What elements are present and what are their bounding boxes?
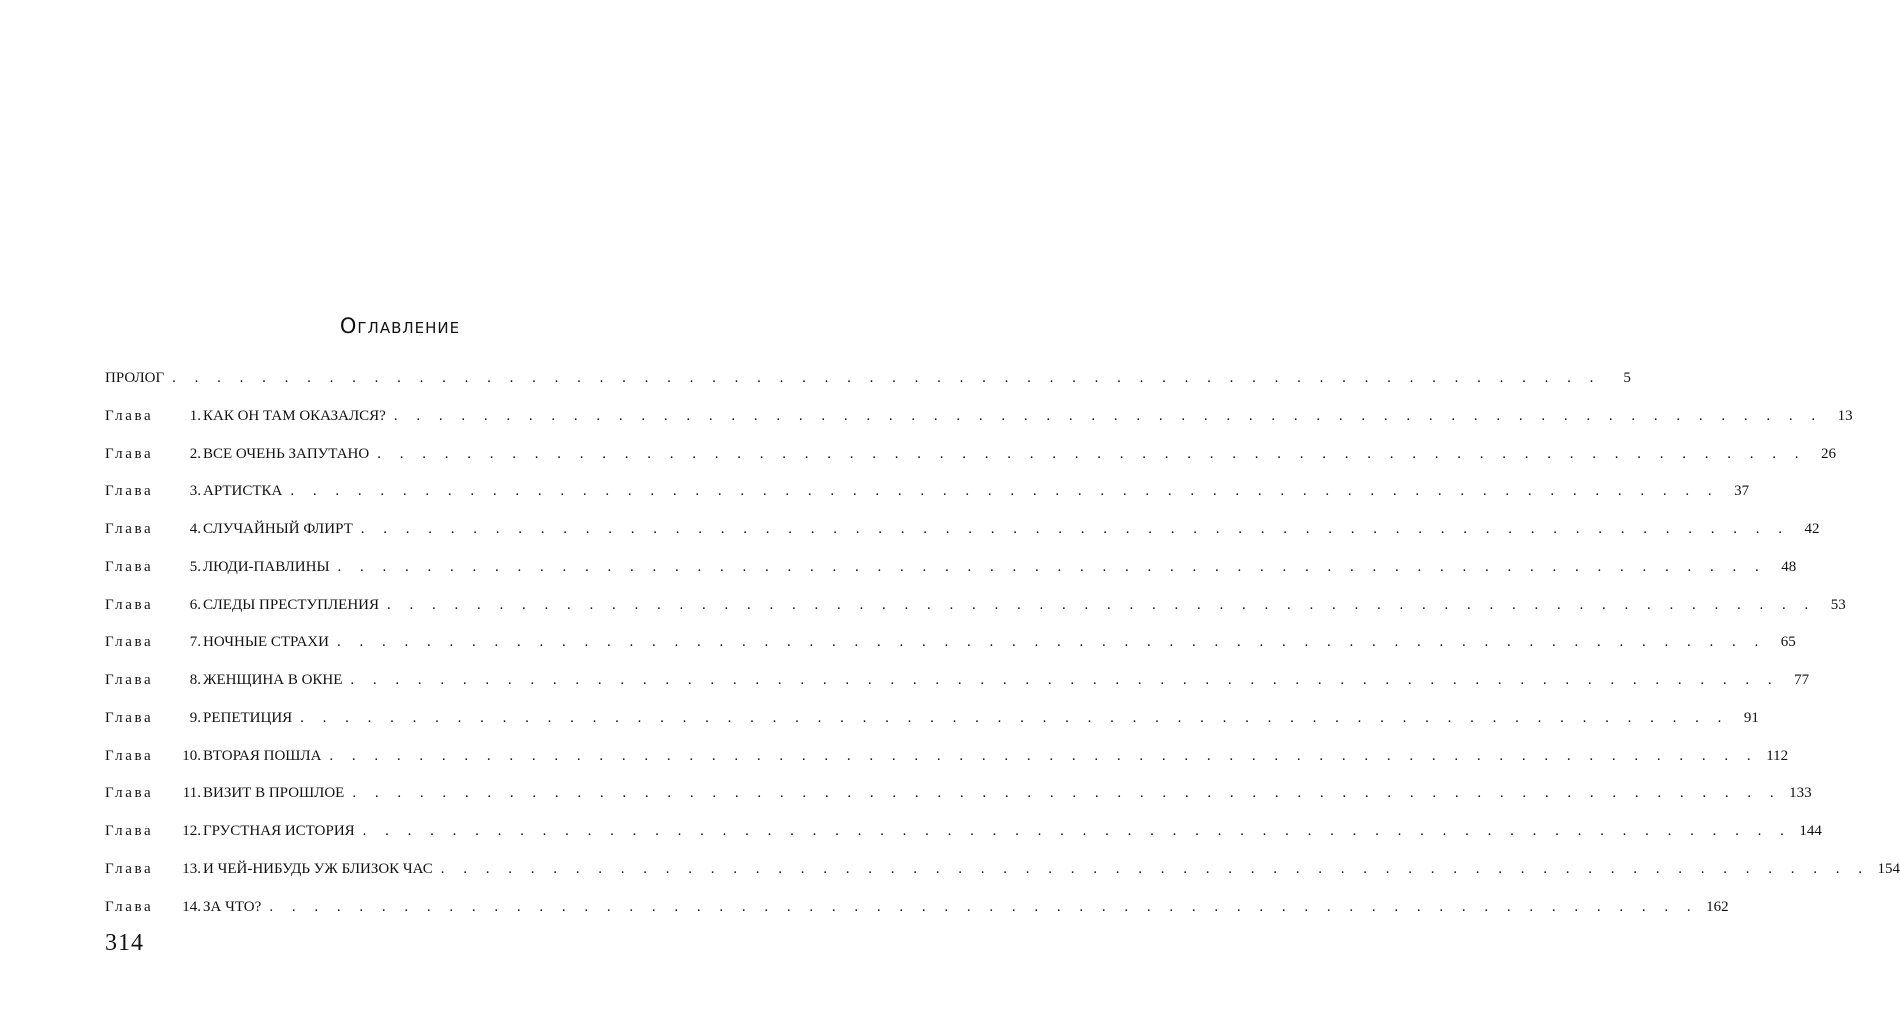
toc-entry-title: ВСЕ ОЧЕНЬ ЗАПУТАНО [203, 442, 377, 467]
toc-entry-title: ЖЕНЩИНА В ОКНЕ [203, 668, 350, 693]
toc-entry-title: ГРУСТНАЯ ИСТОРИЯ [203, 819, 363, 844]
toc-entry-number: 9. [189, 709, 201, 726]
toc-entry-chapter-3[interactable] [105, 479, 1750, 517]
toc-dot-leader: . . . . . . . . . . . . . . . . . . . . . . . . . . . . . . . . . . . . . . . . . . . . . . . . . . . . . . . . . . . . . . . . [329, 747, 1759, 764]
toc-entry-number: 11. [182, 785, 201, 802]
toc-entry-page: 112 [1758, 744, 1788, 769]
toc-entry-label: Глава [105, 445, 154, 462]
toc-dot-leader: . . . . . . . . . . . . . . . . . . . . . . . . . . . . . . . . . . . . . . . . . . . . . . . . . . . . . . . . . . . . . . . . [377, 445, 1806, 462]
toc-dot-leader: . . . . . . . . . . . . . . . . . . . . . . . . . . . . . . . . . . . . . . . . . . . . . . . . . . . . . . . . . . . . . . . . [393, 407, 1823, 424]
toc-entry-title: СЛУЧАЙНЫЙ ФЛИРТ [203, 517, 361, 542]
toc-entry-chapter-6[interactable] [105, 593, 1846, 631]
toc-entry-number: 6. [189, 596, 201, 613]
toc-entry-label: Глава [105, 785, 154, 802]
toc-entry-number: 7. [189, 634, 201, 651]
toc-entry-label: Глава [105, 823, 154, 839]
toc-entry-title: РЕПЕТИЦИЯ [203, 706, 300, 731]
toc-dot-leader: . . . . . . . . . . . . . . . . . . . . . . . . . . . . . . . . . . . . . . . . . . . . . . . . . . . . . . . . . . . . . . . . [360, 521, 1790, 537]
toc-dot-leader: . . . . . . . . . . . . . . . . . . . . . . . . . . . . . . . . . . . . . . . . . . . . . . . . . . . . . . . . . . . . . . . . [290, 483, 1720, 500]
toc-entry-label: Глава [105, 634, 154, 651]
toc-entry-number: 5. [189, 558, 201, 575]
toc-entry-number: 12. [182, 823, 201, 839]
toc-entry-label: Глава [105, 407, 154, 424]
toc-entry-number: 13. [182, 860, 201, 877]
toc-dot-leader: . . . . . . . . . . . . . . . . . . . . . . . . . . . . . . . . . . . . . . . . . . . . . . . . . . . . . . . . . . . . . . . . [440, 860, 1870, 877]
toc-dot-leader: . . . . . . . . . . . . . . . . . . . . . . . . . . . . . . . . . . . . . . . . . . . . . . . . . . . . . . . . . . . . . . . . [300, 709, 1729, 726]
toc-entry-page: 65 [1766, 630, 1796, 655]
toc-entry-title: ВИЗИТ В ПРОШЛОЕ [203, 781, 352, 806]
toc-entry-page: 154 [1870, 857, 1900, 882]
toc-dot-leader: . . . . . . . . . . . . . . . . . . . . . . . . . . . . . . . . . . . . . . . . . . . . . . . . . . . . . . . . . . . . . . . . [336, 634, 1766, 651]
toc-entry-title: ВТОРАЯ ПОШЛА [203, 744, 329, 769]
toc-entry-chapter-7[interactable] [105, 630, 1796, 668]
toc-entry-number: 14. [182, 898, 201, 915]
toc-entry-title: ЗА ЧТО? [203, 895, 269, 920]
toc-dot-leader: . . . . . . . . . . . . . . . . . . . . . . . . . . . . . . . . . . . . . . . . . . . . . . . . . . . . . . . . . . . . . . . . [269, 898, 1699, 915]
toc-entry-label: Глава [105, 709, 154, 726]
toc-entry-title: НОЧНЫЕ СТРАХИ [203, 630, 337, 655]
toc-entry-label: Глава [105, 483, 154, 500]
toc-entry-title: КАК ОН ТАМ ОКАЗАЛСЯ? [203, 404, 394, 429]
toc-entry-chapter-4[interactable] [105, 517, 1820, 555]
toc-entry-label: Глава [105, 558, 154, 575]
toc-entry-page: 48 [1766, 555, 1796, 580]
toc-entry-page: 77 [1779, 668, 1809, 693]
toc-entry-label: Глава [105, 596, 154, 613]
toc-entry-title: СЛЕДЫ ПРЕСТУПЛЕНИЯ [203, 593, 387, 618]
toc-entry-number: 1. [189, 407, 201, 424]
toc-entry-number: 4. [189, 521, 201, 537]
toc-entry-label: Глава [105, 898, 154, 915]
toc-entry-title: АРТИСТКА [203, 479, 290, 504]
toc-dot-leader: . . . . . . . . . . . . . . . . . . . . . . . . . . . . . . . . . . . . . . . . . . . . . . . . . . . . . . . . . . . . . . . . [337, 558, 1767, 575]
toc-entry-chapter-9[interactable] [105, 706, 1759, 744]
toc-entry-page: 91 [1729, 706, 1759, 731]
toc-entry-chapter-2[interactable] [105, 442, 1836, 480]
toc-entry-chapter-1[interactable] [105, 404, 1853, 442]
toc-entry-number: 3. [189, 483, 201, 500]
toc-entry-label: Глава [105, 672, 154, 688]
toc-entry-title: ЛЮДИ-ПАВЛИНЫ [203, 555, 338, 580]
toc-entry-label: Глава [105, 860, 154, 877]
toc-heading: Оглавление [339, 314, 461, 338]
toc-entry-page: 53 [1816, 593, 1846, 618]
toc-entry-chapter-14[interactable] [105, 895, 1729, 933]
toc-entry-chapter-13[interactable] [105, 857, 1900, 895]
toc-entry-page: 162 [1698, 895, 1729, 920]
toc-dot-leader: . . . . . . . . . . . . . . . . . . . . . . . . . . . . . . . . . . . . . . . . . . . . . . . . . . . . . . . . . . . . . . . . [350, 672, 1780, 688]
toc-dot-leader: . . . . . . . . . . . . . . . . . . . . . . . . . . . . . . . . . . . . . . . . . . . . . . . . . . . . . . . . . . . . . . . . [362, 823, 1792, 839]
toc-entry-chapter-12[interactable] [105, 819, 1822, 857]
toc-entry-page: 26 [1806, 442, 1836, 467]
toc-entry-page: 144 [1791, 819, 1822, 844]
toc-entry-page: 37 [1719, 479, 1749, 504]
toc-dot-leader: . . . . . . . . . . . . . . . . . . . . . . . . . . . . . . . . . . . . . . . . . . . . . . . . . . . . . . . . . . . . . . . . [352, 785, 1782, 802]
toc-entry-title: И ЧЕЙ-НИБУДЬ УЖ БЛИЗОК ЧАС [203, 857, 441, 882]
toc-entry-page: 133 [1781, 781, 1812, 806]
toc-entry-chapter-11[interactable] [105, 781, 1812, 819]
toc-entry-label: Глава [105, 521, 154, 537]
toc-entry-page: 42 [1790, 517, 1820, 542]
toc-entry-chapter-8[interactable] [105, 668, 1810, 706]
toc-entry-number: 10. [182, 747, 201, 764]
toc-entry-number: 8. [189, 672, 201, 688]
toc-entry-chapter-5[interactable] [105, 555, 1797, 593]
toc-entry-prologue[interactable] [105, 366, 1631, 404]
toc-entry-title: ПРОЛОГ [105, 366, 172, 391]
toc-dot-leader: . . . . . . . . . . . . . . . . . . . . . . . . . . . . . . . . . . . . . . . . . . . . . . . . . . . . . . . . . . . . . . . . [172, 370, 1601, 386]
page-number: 314 [105, 930, 144, 956]
toc-entry-page: 13 [1823, 404, 1853, 429]
toc-entry-page: 5 [1601, 366, 1631, 391]
toc-entry-number: 2. [189, 445, 201, 462]
toc-list [105, 366, 1900, 932]
toc-entry-chapter-10[interactable] [105, 744, 1789, 782]
toc-entry-label: Глава [105, 747, 154, 764]
toc-dot-leader: . . . . . . . . . . . . . . . . . . . . . . . . . . . . . . . . . . . . . . . . . . . . . . . . . . . . . . . . . . . . . . . . [387, 596, 1816, 613]
